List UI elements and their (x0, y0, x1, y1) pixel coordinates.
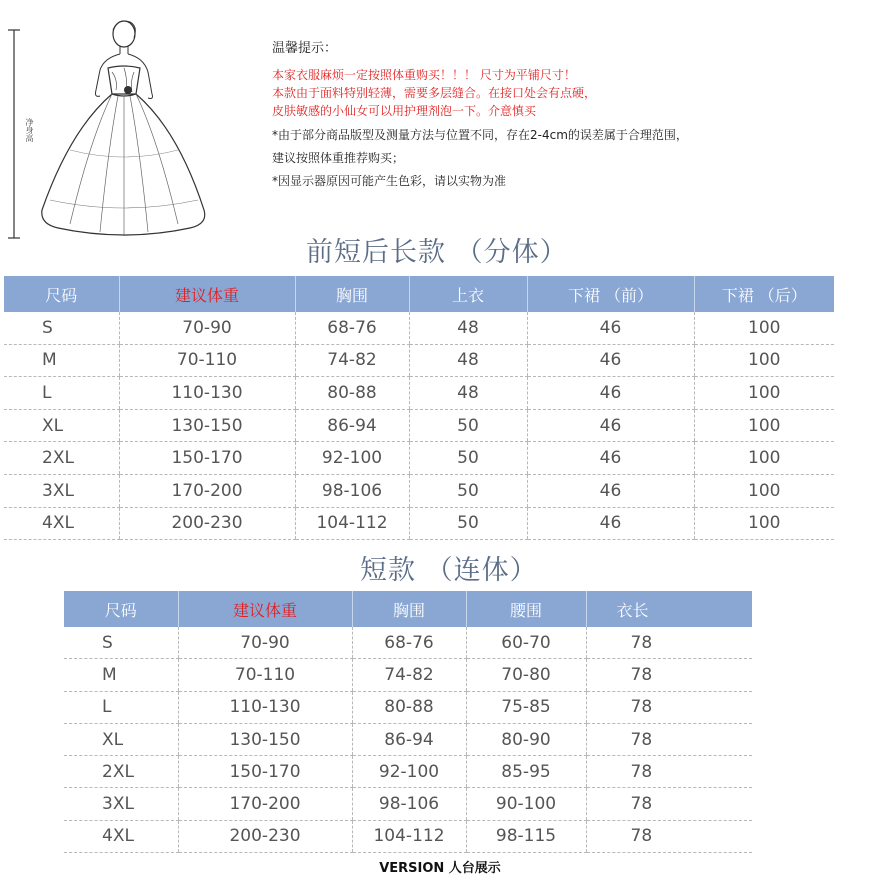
table-cell: 60-70 (466, 627, 586, 659)
table-cell: 2XL (64, 756, 178, 788)
table-cell: 50 (409, 442, 527, 475)
table-cell: 170-200 (178, 788, 352, 820)
table-cell: M (4, 344, 119, 377)
table-cell: 100 (694, 507, 834, 540)
table-cell: 48 (409, 312, 527, 344)
table-row (64, 627, 752, 659)
table-cell: 46 (527, 507, 694, 540)
notes-block (272, 40, 872, 190)
table-cell: 70-90 (178, 627, 352, 659)
table-cell: 68-76 (352, 627, 466, 659)
table-cell: 78 (586, 627, 752, 659)
notes-red-line: 本家衣服麻烦一定按照体重购买！！！ 尺寸为平铺尺寸！ (272, 68, 576, 82)
table-cell: 3XL (4, 474, 119, 507)
col-header-top: 上衣 (409, 276, 527, 312)
table-header-row (4, 276, 834, 312)
table-row (64, 723, 752, 755)
table-cell: L (4, 377, 119, 410)
table-row (4, 442, 834, 475)
table-cell: 80-88 (352, 691, 466, 723)
table-cell: 200-230 (178, 820, 352, 852)
table-cell: 50 (409, 507, 527, 540)
table-cell: 100 (694, 377, 834, 410)
table-cell: 74-82 (352, 659, 466, 691)
col-header-skirt-back: 下裙 （后） (694, 276, 834, 312)
table-cell: 70-90 (119, 312, 295, 344)
size-table-two-piece (4, 276, 834, 540)
table-row (64, 756, 752, 788)
table-cell: M (64, 659, 178, 691)
table2-title: 短款 （连体） (360, 555, 538, 586)
table-cell: 104-112 (352, 820, 466, 852)
table-cell: 100 (694, 409, 834, 442)
col-header-size: 尺码 (4, 276, 119, 312)
table-cell: 100 (694, 474, 834, 507)
table1-title: 前短后长款 （分体） (306, 237, 568, 268)
notes-line: *因显示器原因可能产生色彩，请以实物为准 (272, 174, 507, 188)
table-cell: 46 (527, 344, 694, 377)
table-cell: 2XL (4, 442, 119, 475)
table-cell: 80-90 (466, 723, 586, 755)
table-cell: 70-110 (119, 344, 295, 377)
notes-line: 建议按照体重推荐购买； (272, 151, 405, 165)
table-cell: 200-230 (119, 507, 295, 540)
table-header-row (64, 591, 752, 627)
table-cell: 78 (586, 788, 752, 820)
table-cell: 46 (527, 442, 694, 475)
col-header-bust: 胸围 (295, 276, 409, 312)
table-cell: 130-150 (119, 409, 295, 442)
table-cell: 78 (586, 756, 752, 788)
table-cell: 100 (694, 312, 834, 344)
col-header-skirt-front: 下裙 （前） (527, 276, 694, 312)
table-cell: L (64, 691, 178, 723)
table-cell: 78 (586, 659, 752, 691)
gown-illustration (0, 10, 240, 250)
notes-red-line: 本款由于面料特别轻薄，需要多层缝合。在接口处会有点硬， (272, 86, 597, 100)
notes-red-line: 皮肤敏感的小仙女可以用护理剂泡一下。介意慎买 (272, 104, 537, 118)
footer-caption: VERSION 人台展示 (379, 861, 501, 876)
table-cell: 98-115 (466, 820, 586, 852)
col-header-size: 尺码 (64, 591, 178, 627)
table-row (64, 691, 752, 723)
table-cell: 86-94 (295, 409, 409, 442)
table-cell: 170-200 (119, 474, 295, 507)
table-cell: XL (64, 723, 178, 755)
table-cell: 46 (527, 312, 694, 344)
table-cell: 68-76 (295, 312, 409, 344)
table-cell: 70-110 (178, 659, 352, 691)
table-cell: 150-170 (178, 756, 352, 788)
table-cell: 100 (694, 344, 834, 377)
table-cell: 150-170 (119, 442, 295, 475)
table-cell: 110-130 (119, 377, 295, 410)
table-cell: 4XL (64, 820, 178, 852)
table1-body (4, 312, 834, 540)
table-cell: 85-95 (466, 756, 586, 788)
table-cell: 90-100 (466, 788, 586, 820)
table-cell: 104-112 (295, 507, 409, 540)
table-cell: 98-106 (295, 474, 409, 507)
table-row (4, 409, 834, 442)
table-cell: 75-85 (466, 691, 586, 723)
table-row (64, 820, 752, 852)
table-cell: 100 (694, 442, 834, 475)
table-cell: 92-100 (352, 756, 466, 788)
notes-title: 温馨提示： (272, 41, 338, 56)
col-header-weight: 建议体重 (178, 591, 352, 627)
table-cell: XL (4, 409, 119, 442)
table-cell: 48 (409, 344, 527, 377)
table-cell: 80-88 (295, 377, 409, 410)
notes-line: *由于部分商品版型及测量方法与位置不同，存在2-4cm的误差属于合理范围， (272, 128, 688, 142)
table-cell: 4XL (4, 507, 119, 540)
table-cell: 48 (409, 377, 527, 410)
table-cell: 78 (586, 691, 752, 723)
col-header-weight: 建议体重 (119, 276, 295, 312)
table-cell: 46 (527, 409, 694, 442)
table-row (4, 377, 834, 410)
table-cell: 92-100 (295, 442, 409, 475)
table-cell: 70-80 (466, 659, 586, 691)
col-header-waist: 腰围 (466, 591, 586, 627)
table-cell: 46 (527, 377, 694, 410)
table-row (4, 312, 834, 344)
table-row (64, 788, 752, 820)
height-label: 净身高 (25, 118, 34, 142)
table-cell: 50 (409, 474, 527, 507)
table-cell: S (64, 627, 178, 659)
table-row (4, 344, 834, 377)
table-row (64, 659, 752, 691)
table-cell: S (4, 312, 119, 344)
table-cell: 50 (409, 409, 527, 442)
table-cell: 78 (586, 820, 752, 852)
table-cell: 130-150 (178, 723, 352, 755)
table-cell: 78 (586, 723, 752, 755)
table-cell: 3XL (64, 788, 178, 820)
table-row (4, 507, 834, 540)
table-cell: 74-82 (295, 344, 409, 377)
table-cell: 46 (527, 474, 694, 507)
size-table-one-piece (64, 591, 752, 853)
table-cell: 98-106 (352, 788, 466, 820)
table-row (4, 474, 834, 507)
table-cell: 110-130 (178, 691, 352, 723)
col-header-bust: 胸围 (352, 591, 466, 627)
col-header-length: 衣长 (586, 591, 752, 627)
table-cell: 86-94 (352, 723, 466, 755)
table2-body (64, 627, 752, 853)
